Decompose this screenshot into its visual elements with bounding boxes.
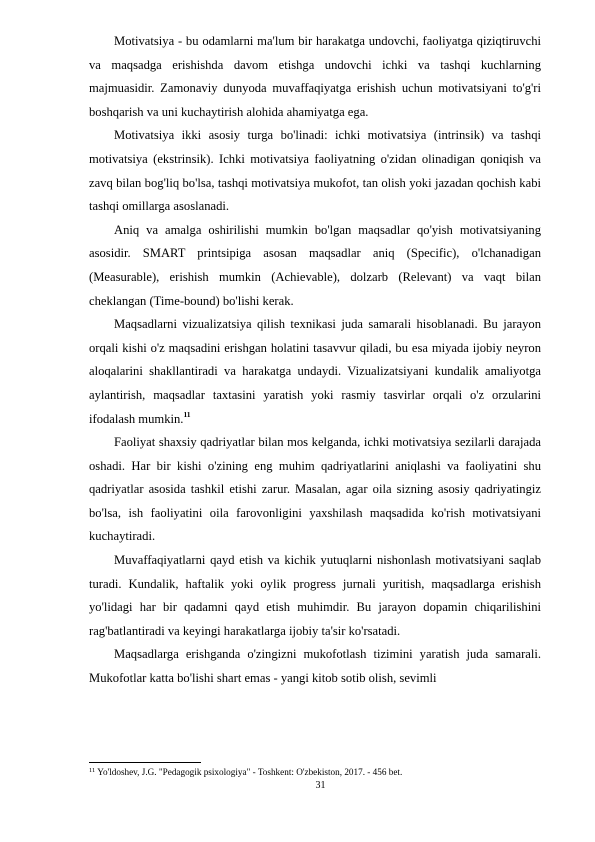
paragraph-5: Faoliyat shaxsiy qadriyatlar bilan mos kelganda, ichki motivatsiya sezilarli darajada oshadi. Har bir kishi o'zining eng muhim qadriyatlarini aniqlashi va faoliyatini shu qadriyatlar asosida tashkil etishi zarur. Masalan, agar oila sizning asosiy qadriyatingiz bo'lsa, ish faoliyatini oila farovonligini yaxshilash maqsadida ko'rish motivatsiyani kuchaytiradi. <box>89 435 541 544</box>
paragraph-6: Muvaffaqiyatlarni qayd etish va kichik yutuqlarni nishonlash motivatsiyani saqlab turadi. Kundalik, haftalik yoki oylik progress jurnali yuritish, maqsadlarga erishish yo'lidagi har bir qadamni qayd etish muhimdir. Bu jarayon dopamin chiqarilishini rag'batlantiradi va keyingi harakatlarga ijobiy ta'sir ko'rsatadi. <box>89 553 541 638</box>
paragraph-2: Motivatsiya ikki asosiy turga bo'linadi: ichki motivatsiya (intrinsik) va tashqi motivatsiya (ekstrinsik). Ichki motivatsiya faoliyatning o'zidan olinadigan qoniqish va zavq bilan bog'liq bo'lsa, tashqi motivatsiya mukofot, tan olish yoki jazadan qochish kabi tashqi omillarga asoslanadi. <box>89 128 541 214</box>
paragraph-1: Motivatsiya - bu odamlarni ma'lum bir harakatga undovchi, faoliyatga qiziqtiruvchi va maqsadga erishishda davom etishga undovchi ichki va tashqi kuchlarning majmuasidir. Zamonaviy dunyoda muvaffaqiyatga erishish uchun motivatsiyani to'g'ri boshqarish va uni kuchaytirish alohida ahamiyatga ega. <box>89 34 541 119</box>
paragraph-7: Maqsadlarga erishganda o'zingizni mukofotlash tizimini yaratish juda samarali. Mukofotlar katta bo'lishi shart emas - yangi kitob sotib olish, sevimli <box>89 647 541 686</box>
page-number: 31 <box>315 780 326 791</box>
footnote-number: 11 <box>89 767 96 774</box>
footnote-reference[interactable]: 11 <box>183 409 191 419</box>
paragraph-4-text: Maqsadlarni vizualizatsiya qilish texnikasi juda samarali hisoblanadi. Bu jarayon orqali kishi o'z maqsadini erishgan holatini tasavvur qiladi, bu esa miyada ijobiy neyron aloqalarini shakllantiradi va harakatga undaydi. Vizualizatsiyani kundalik amaliyotga aylantirish, maqsadlar taxtasini yaratish yoki rasmiy tasvirlar orqali o'z orzularini ifodalash mumkin. <box>89 317 541 426</box>
body-text <box>89 30 541 691</box>
footnote-divider <box>89 762 201 763</box>
paragraph-4 <box>89 313 541 431</box>
paragraph-3: Aniq va amalga oshirilishi mumkin bo'lgan maqsadlar qo'yish motivatsiyaning asosidir. SMART printsipiga asosan maqsadlar aniq (Specific), o'lchanadigan (Measurable), erishish mumkin (Achievable), dolzarb (Relevant) va vaqt bilan cheklangan (Time-bound) bo'lishi kerak. <box>89 222 541 308</box>
footnote-text: Yo'ldoshev, J.G. "Pedagogik psixologiya" - Toshkent: O'zbekiston, 2017. - 456 bet. <box>97 767 403 777</box>
footnote <box>89 766 541 778</box>
